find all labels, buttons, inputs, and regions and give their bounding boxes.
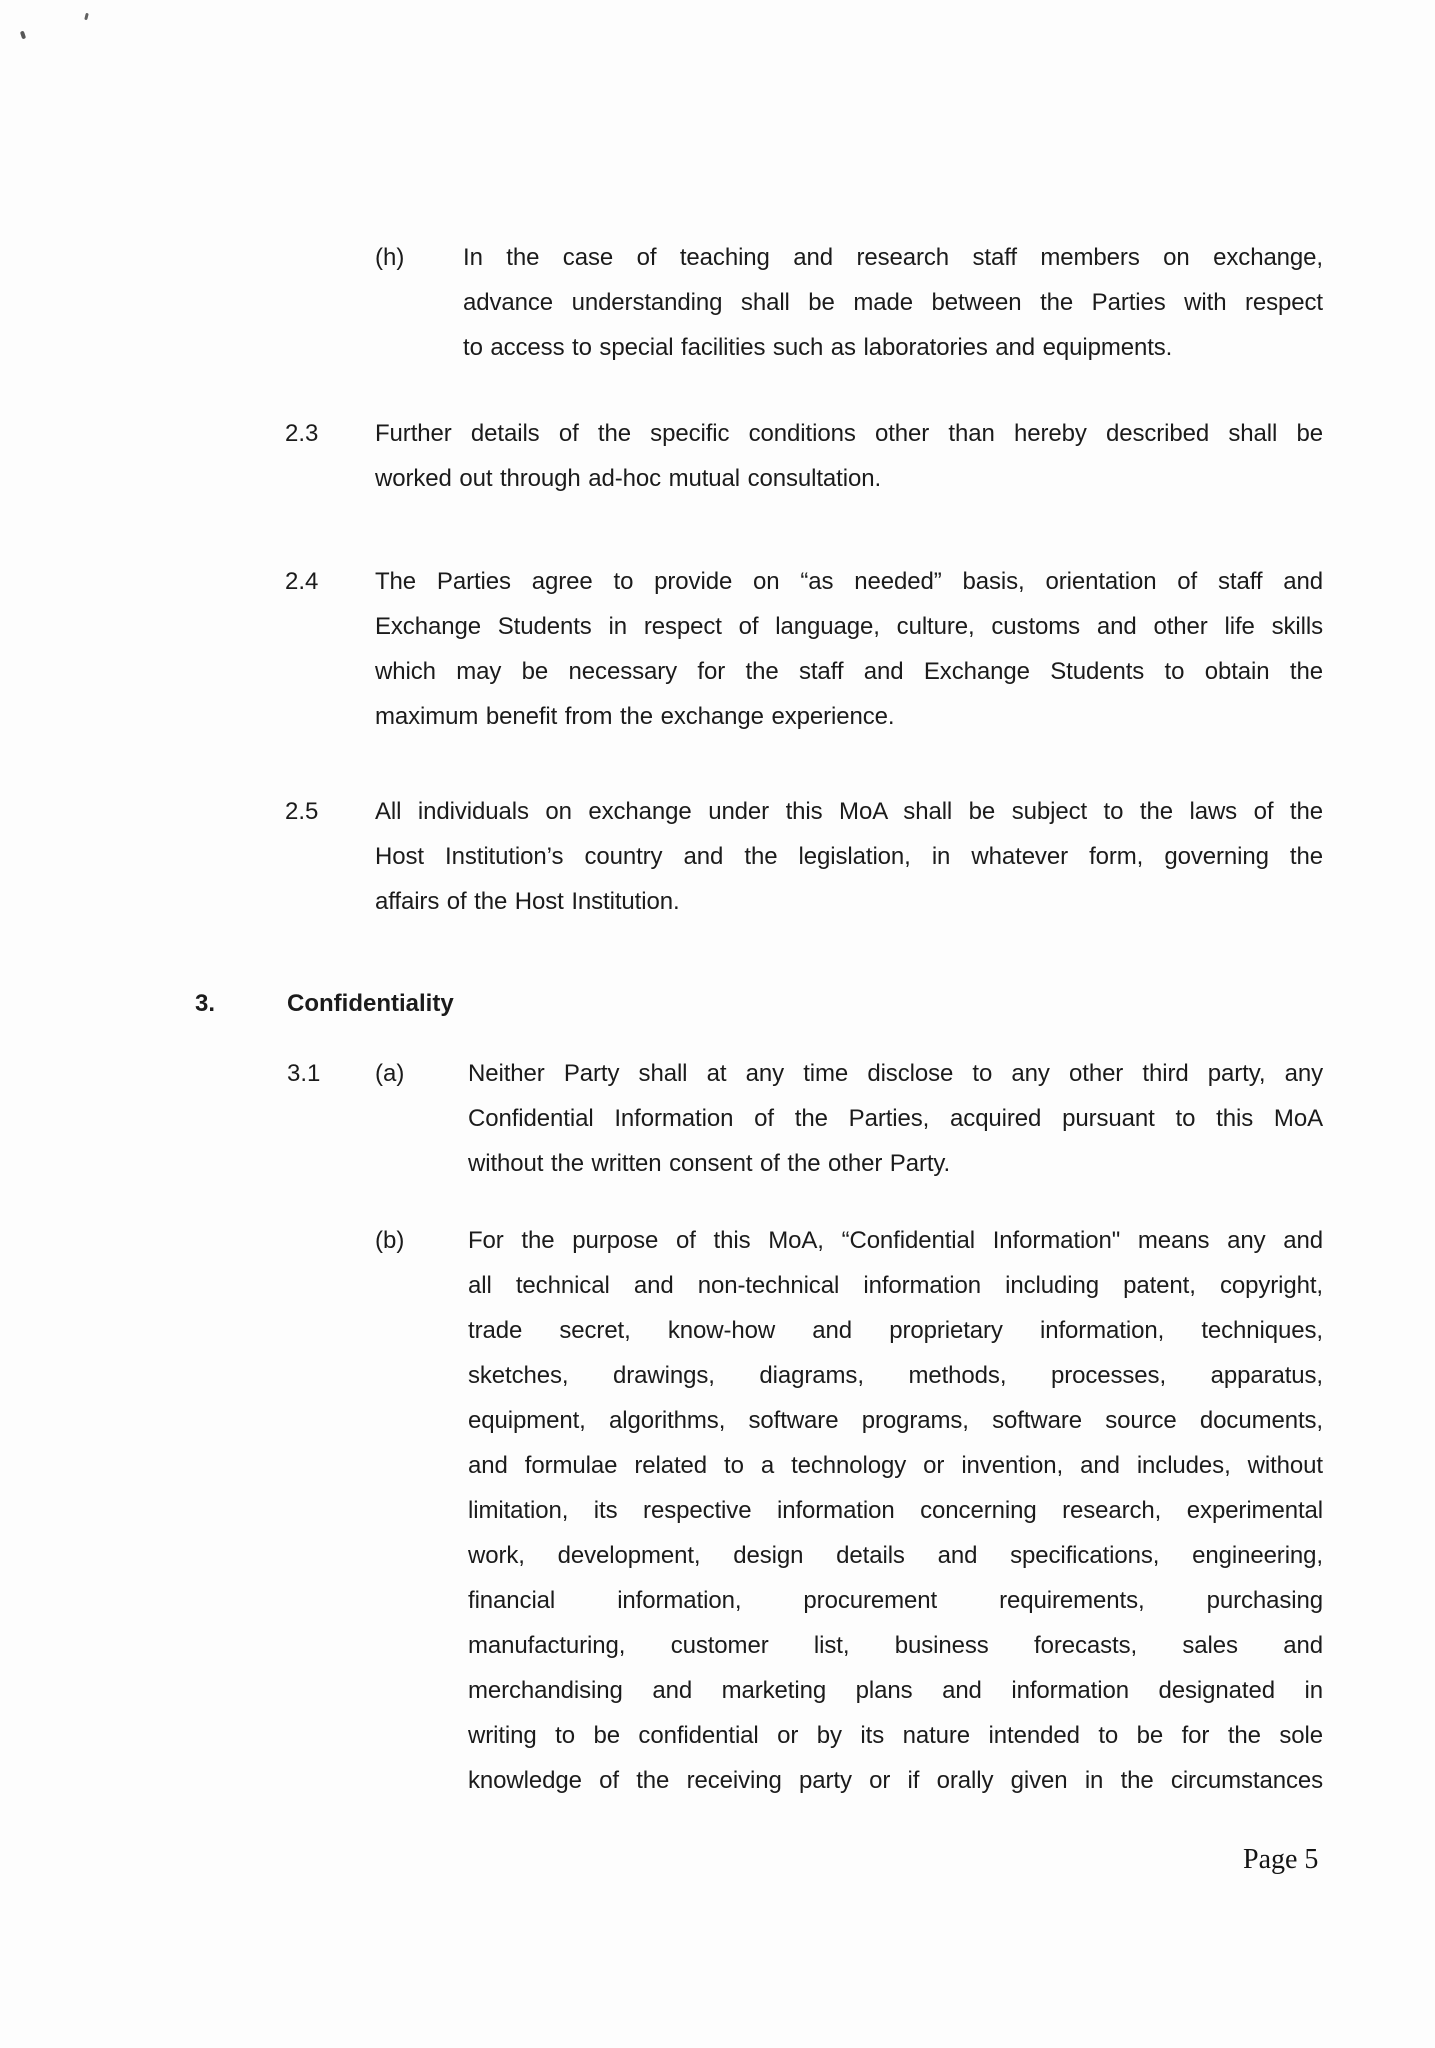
clause-3-1-a-text bbox=[468, 1051, 1323, 1186]
paragraph-h bbox=[195, 235, 1323, 370]
text-line: advance understanding shall be made between the Parties with respect bbox=[463, 289, 1323, 316]
paragraph-h-label: (h) bbox=[375, 244, 405, 271]
text-line: affairs of the Host Institution. bbox=[375, 888, 680, 915]
document-content bbox=[195, 0, 1323, 1803]
text-line: The Parties agree to provide on “as needed” basis, orientation of staff and bbox=[375, 568, 1323, 595]
scan-speck bbox=[84, 13, 89, 21]
clause-3-1-number: 3.1 bbox=[287, 1060, 321, 1087]
text-line: which may be necessary for the staff and Exchange Students to obtain the bbox=[375, 658, 1323, 685]
text-line: Further details of the specific conditions other than hereby described shall be bbox=[375, 420, 1323, 447]
text-line: manufacturing, customer list, business forecasts, sales and bbox=[468, 1632, 1323, 1659]
scan-speck bbox=[20, 31, 26, 40]
paragraph-h-text bbox=[463, 235, 1323, 370]
clause-2-3-text bbox=[375, 411, 1323, 501]
text-line: worked out through ad-hoc mutual consultation. bbox=[375, 465, 882, 492]
text-line: financial information, procurement requirements, purchasing bbox=[468, 1587, 1323, 1614]
text-line: Neither Party shall at any time disclose to any other third party, any bbox=[468, 1060, 1323, 1087]
page-number: Page 5 bbox=[1243, 1844, 1319, 1875]
text-line: Exchange Students in respect of language, culture, customs and other life skills bbox=[375, 613, 1323, 640]
section-3-heading: Confidentiality bbox=[287, 990, 454, 1017]
text-line: and formulae related to a technology or invention, and includes, without bbox=[468, 1452, 1323, 1479]
clause-3-1-b bbox=[195, 1218, 1323, 1803]
clause-2-4-text bbox=[375, 559, 1323, 739]
text-line: equipment, algorithms, software programs, software source documents, bbox=[468, 1407, 1323, 1434]
clause-3-1-a bbox=[195, 1051, 1323, 1186]
text-line: all technical and non-technical information including patent, copyright, bbox=[468, 1272, 1323, 1299]
text-line: without the written consent of the other Party. bbox=[468, 1150, 951, 1177]
clause-3-1-a-label: (a) bbox=[375, 1060, 405, 1087]
text-line: merchandising and marketing plans and information designated in bbox=[468, 1677, 1323, 1704]
clause-2-3 bbox=[195, 411, 1323, 501]
text-line: sketches, drawings, diagrams, methods, processes, apparatus, bbox=[468, 1362, 1323, 1389]
clause-3-1-b-label: (b) bbox=[375, 1227, 405, 1254]
section-3-number: 3. bbox=[195, 990, 216, 1017]
clause-2-4-number: 2.4 bbox=[285, 568, 319, 595]
text-line: For the purpose of this MoA, “Confidential Information" means any and bbox=[468, 1227, 1323, 1254]
text-line: All individuals on exchange under this MoA shall be subject to the laws of the bbox=[375, 798, 1323, 825]
clause-2-3-number: 2.3 bbox=[285, 420, 319, 447]
clause-2-5-text bbox=[375, 789, 1323, 924]
clause-2-4 bbox=[195, 559, 1323, 739]
clause-3-1-b-text bbox=[468, 1218, 1323, 1803]
text-line: to access to special facilities such as laboratories and equipments. bbox=[463, 334, 1173, 361]
section-3-heading-row bbox=[195, 981, 1323, 1026]
text-line: maximum benefit from the exchange experience. bbox=[375, 703, 895, 730]
text-line: trade secret, know-how and proprietary information, techniques, bbox=[468, 1317, 1323, 1344]
text-line: In the case of teaching and research staff members on exchange, bbox=[463, 244, 1323, 271]
text-line: knowledge of the receiving party or if orally given in the circumstances bbox=[468, 1767, 1323, 1794]
text-line: writing to be confidential or by its nature intended to be for the sole bbox=[468, 1722, 1323, 1749]
text-line: Host Institution’s country and the legislation, in whatever form, governing the bbox=[375, 843, 1323, 870]
clause-2-5 bbox=[195, 789, 1323, 924]
text-line: work, development, design details and specifications, engineering, bbox=[468, 1542, 1323, 1569]
text-line: limitation, its respective information concerning research, experimental bbox=[468, 1497, 1323, 1524]
text-line: Confidential Information of the Parties, acquired pursuant to this MoA bbox=[468, 1105, 1323, 1132]
clause-2-5-number: 2.5 bbox=[285, 798, 319, 825]
